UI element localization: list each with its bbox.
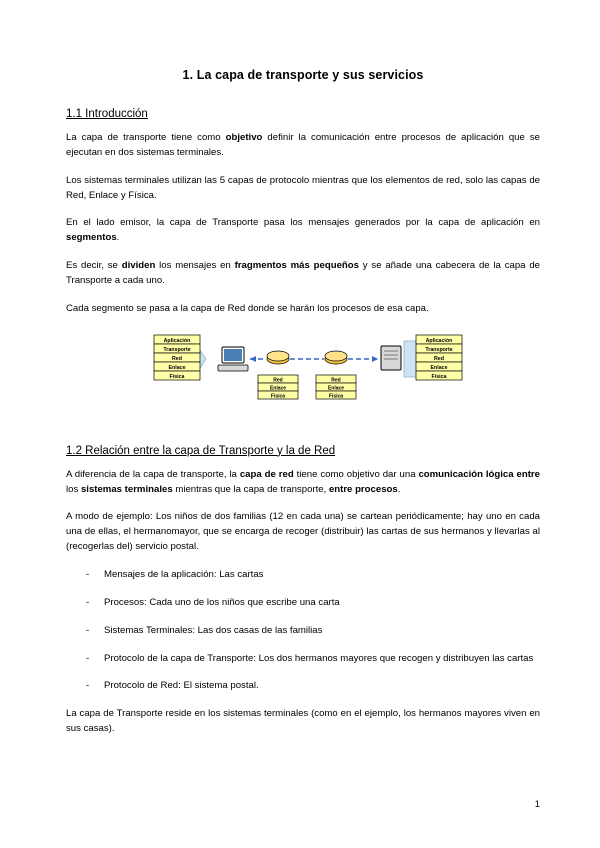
svg-text:Enlace: Enlace [269,385,287,392]
router-2-icon [325,351,347,364]
svg-text:Red: Red [433,355,445,362]
right-protocol-stack [416,335,462,380]
paragraph: La capa de Transporte reside en los sistemas terminales (como en el ejemplo, los hermanos mayores viven en sus casas). [66,708,540,735]
list-item-label: Sistemas Terminales: Las dos casas de las familias [104,624,323,636]
paragraph: Los sistemas terminales utilizan las 5 capas de protocolo mientras que los elementos de red, solo las capas de Red, Enlace y Física. [66,174,540,201]
svg-text:Física: Física [328,393,344,400]
list-item-label: Protocolo de Red: El sistema postal. [104,680,259,692]
list-item [66,679,540,694]
list-dash: - [86,652,90,664]
svg-text:Aplicación: Aplicación [163,337,191,344]
svg-text:Física: Física [169,373,185,380]
section-heading-1-2: 1.2 Relación entre la capa de Transporte y la de Red [66,444,336,457]
list-item-label: Procesos: Cada uno de los niños que escribe una carta [104,596,340,608]
router-1-icon [267,351,289,364]
right-server-icon [381,346,401,370]
svg-text:Física: Física [431,373,447,380]
section-heading-1-1: 1.1 Introducción [66,108,148,120]
paragraph: En el lado emisor, la capa de Transporte pasa los mensajes generados por la capa de aplicación en segmentos. [66,217,540,244]
page-title: 1. La capa de transporte y sus servicios [182,68,424,82]
list-item [66,652,540,667]
list-dash: - [86,569,90,581]
svg-text:Enlace: Enlace [327,385,345,392]
list-item [66,568,540,583]
svg-text:Física: Física [270,393,286,400]
list-dash: - [86,596,90,608]
network-stack-diagram [66,333,540,423]
left-protocol-stack [154,335,200,380]
example-list [66,568,540,694]
router-2-stack [316,375,356,399]
svg-text:Transporte: Transporte [425,346,453,353]
svg-text:Enlace: Enlace [430,364,448,371]
diagram-svg [138,333,468,423]
list-item-label: Mensajes de la aplicación: Las cartas [104,569,264,581]
svg-text:Red: Red [171,355,183,362]
list-dash: - [86,624,90,636]
svg-text:Transporte: Transporte [163,346,191,353]
list-item [66,624,540,639]
left-computer-icon [218,347,248,371]
paragraph: Es decir, se dividen los mensajes en fragmentos más pequeños y se añade una cabecera de la capa de Transporte a cada uno. [66,260,541,287]
svg-text:Aplicación: Aplicación [425,337,453,344]
svg-text:Enlace: Enlace [168,364,186,371]
paragraph: Cada segmento se pasa a la capa de Red donde se harán los procesos de esa capa. [66,302,429,314]
svg-text:Red: Red [331,377,341,384]
router-1-stack [258,375,298,399]
list-item [66,596,540,611]
list-dash: - [86,680,90,692]
paragraph: A modo de ejemplo: Los niños de dos familias (12 en cada una) se cartean periódicamente; hay uno en cada una de ellas, el hermanomayor, que se encarga de recoger (distribuir) las cartas de sus hermanos y llevarlas al (recogerlas del) servicio postal. [66,511,540,553]
svg-text:Red: Red [273,377,283,384]
page-number: 1 [534,799,540,810]
paragraph: La capa de transporte tiene como objetivo definir la comunicación entre procesos de aplicación que se ejecutan en dos sistemas terminales. [66,132,540,158]
list-item-label: Protocolo de la capa de Transporte: Los dos hermanos mayores que recogen y distribuyen las cartas [104,652,534,664]
paragraph: A diferencia de la capa de transporte, la capa de red tiene como objetivo dar una comunicación lógica entre los sistemas terminales mientras que la capa de transporte, entre procesos. [66,468,540,495]
